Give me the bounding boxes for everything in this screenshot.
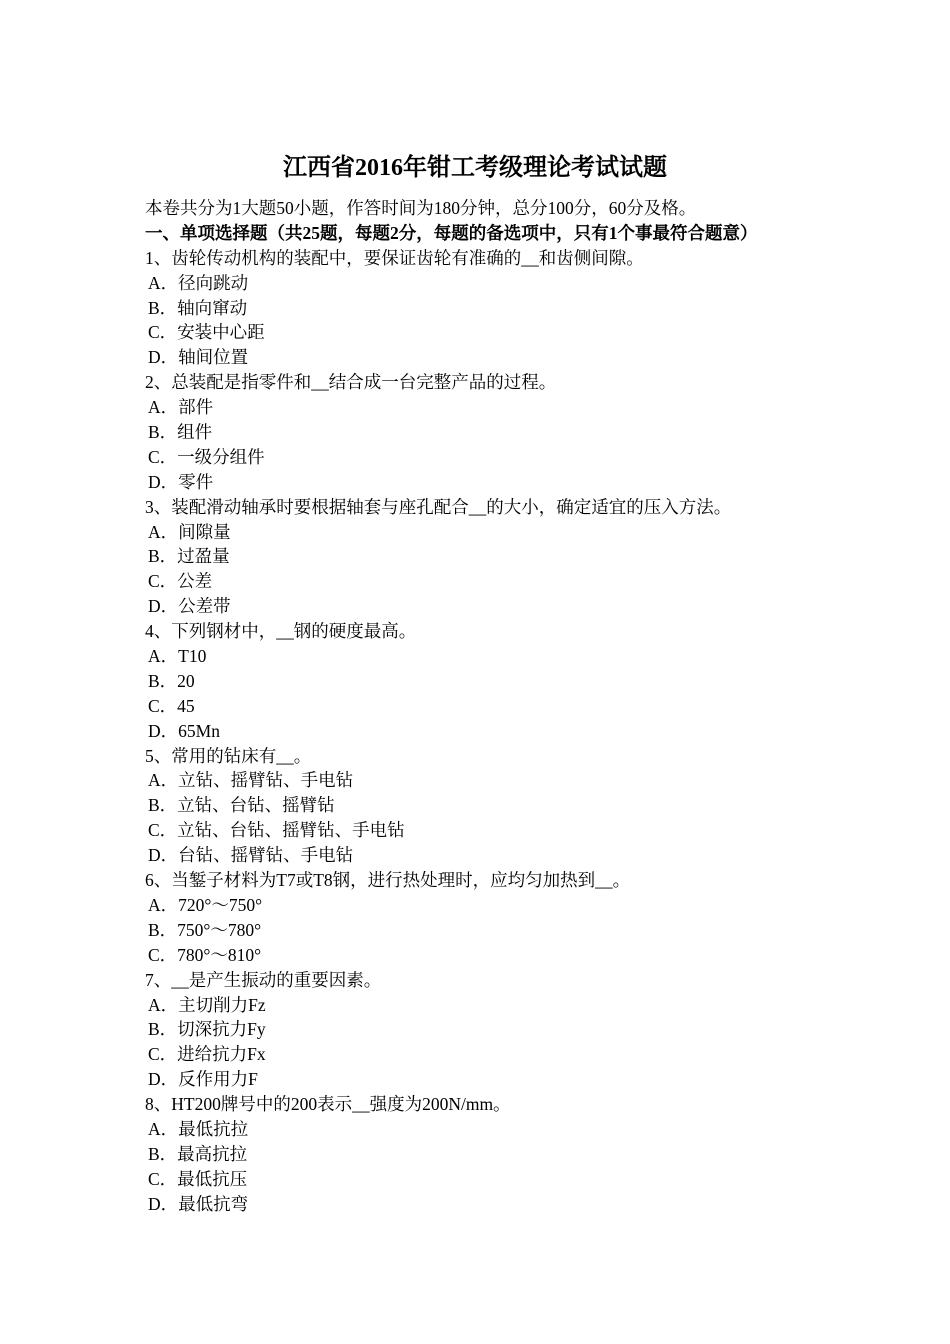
answer-option: D．轴间位置 bbox=[148, 347, 249, 368]
answer-option: B．轴向窜动 bbox=[148, 297, 248, 318]
answer-option: C．进给抗力Fx bbox=[148, 1044, 266, 1065]
question-block bbox=[145, 370, 845, 494]
answer-option: C．安装中心距 bbox=[148, 322, 265, 343]
question-stem: 5、常用的钻床有__。 bbox=[145, 745, 312, 766]
answer-option: A．T10 bbox=[148, 646, 207, 667]
question-block bbox=[145, 246, 845, 370]
answer-option: A．径向跳动 bbox=[148, 272, 249, 293]
answer-option: C．45 bbox=[148, 695, 195, 716]
answer-option: D．台钻、摇臂钻、手电钻 bbox=[148, 845, 354, 866]
answer-option: A．最低抗拉 bbox=[148, 1118, 249, 1139]
answer-option: D．反作用力F bbox=[148, 1069, 258, 1090]
question-list bbox=[145, 246, 845, 1217]
answer-option: C．一级分组件 bbox=[148, 446, 265, 467]
answer-option: D．最低抗弯 bbox=[148, 1193, 249, 1214]
answer-option: B．过盈量 bbox=[148, 546, 230, 567]
question-block bbox=[145, 968, 845, 1092]
answer-option: C．最低抗压 bbox=[148, 1168, 248, 1189]
section-heading: 一、单项选择题（共25题，每题2分，每题的备选项中，只有1个事最符合题意） bbox=[145, 222, 758, 243]
question-block bbox=[145, 744, 845, 868]
exam-intro: 本卷共分为1大题50小题，作答时间为180分钟，总分100分，60分及格。 bbox=[145, 198, 697, 218]
question-stem: 3、装配滑动轴承时要根据轴套与座孔配合__的大小，确定适宜的压入方法。 bbox=[145, 496, 732, 517]
answer-option: B．切深抗力Fy bbox=[148, 1019, 266, 1040]
answer-option: D．零件 bbox=[148, 471, 214, 492]
document-title: 江西省2016年钳工考级理论考试试题 bbox=[283, 155, 667, 181]
answer-option: A．主切削力Fz bbox=[148, 994, 266, 1015]
question-block bbox=[145, 619, 845, 743]
question-block bbox=[145, 495, 845, 619]
answer-option: C．780°～810° bbox=[148, 944, 262, 965]
answer-option: B．750°～780° bbox=[148, 919, 262, 940]
answer-option: D．65Mn bbox=[148, 720, 220, 741]
question-stem: 7、__是产生振动的重要因素。 bbox=[145, 969, 382, 990]
question-stem: 2、总装配是指零件和__结合成一台完整产品的过程。 bbox=[145, 372, 557, 393]
question-stem: 8、HT200牌号中的200表示__强度为200N/mm。 bbox=[145, 1094, 511, 1115]
question-stem: 6、当錾子材料为T7或T8钢，进行热处理时，应均匀加热到__。 bbox=[145, 870, 631, 891]
answer-option: B．最高抗拉 bbox=[148, 1143, 248, 1164]
question-stem: 4、下列钢材中，__钢的硬度最高。 bbox=[145, 621, 417, 642]
answer-option: A．部件 bbox=[148, 397, 214, 418]
question-block bbox=[145, 868, 845, 968]
answer-option: B．立钻、台钻、摇臂钻 bbox=[148, 795, 335, 816]
document-body bbox=[145, 196, 845, 1217]
answer-option: C．立钻、台钻、摇臂钻、手电钻 bbox=[148, 820, 405, 841]
answer-option: A．720°～750° bbox=[148, 894, 263, 915]
answer-option: B．20 bbox=[148, 670, 195, 691]
answer-option: A．立钻、摇臂钻、手电钻 bbox=[148, 770, 354, 791]
question-stem: 1、齿轮传动机构的装配中，要保证齿轮有准确的__和齿侧间隙。 bbox=[145, 247, 644, 268]
answer-option: B．组件 bbox=[148, 422, 213, 443]
question-block bbox=[145, 1092, 845, 1216]
answer-option: A．间隙量 bbox=[148, 521, 231, 542]
answer-option: C．公差 bbox=[148, 571, 213, 592]
answer-option: D．公差带 bbox=[148, 596, 231, 617]
